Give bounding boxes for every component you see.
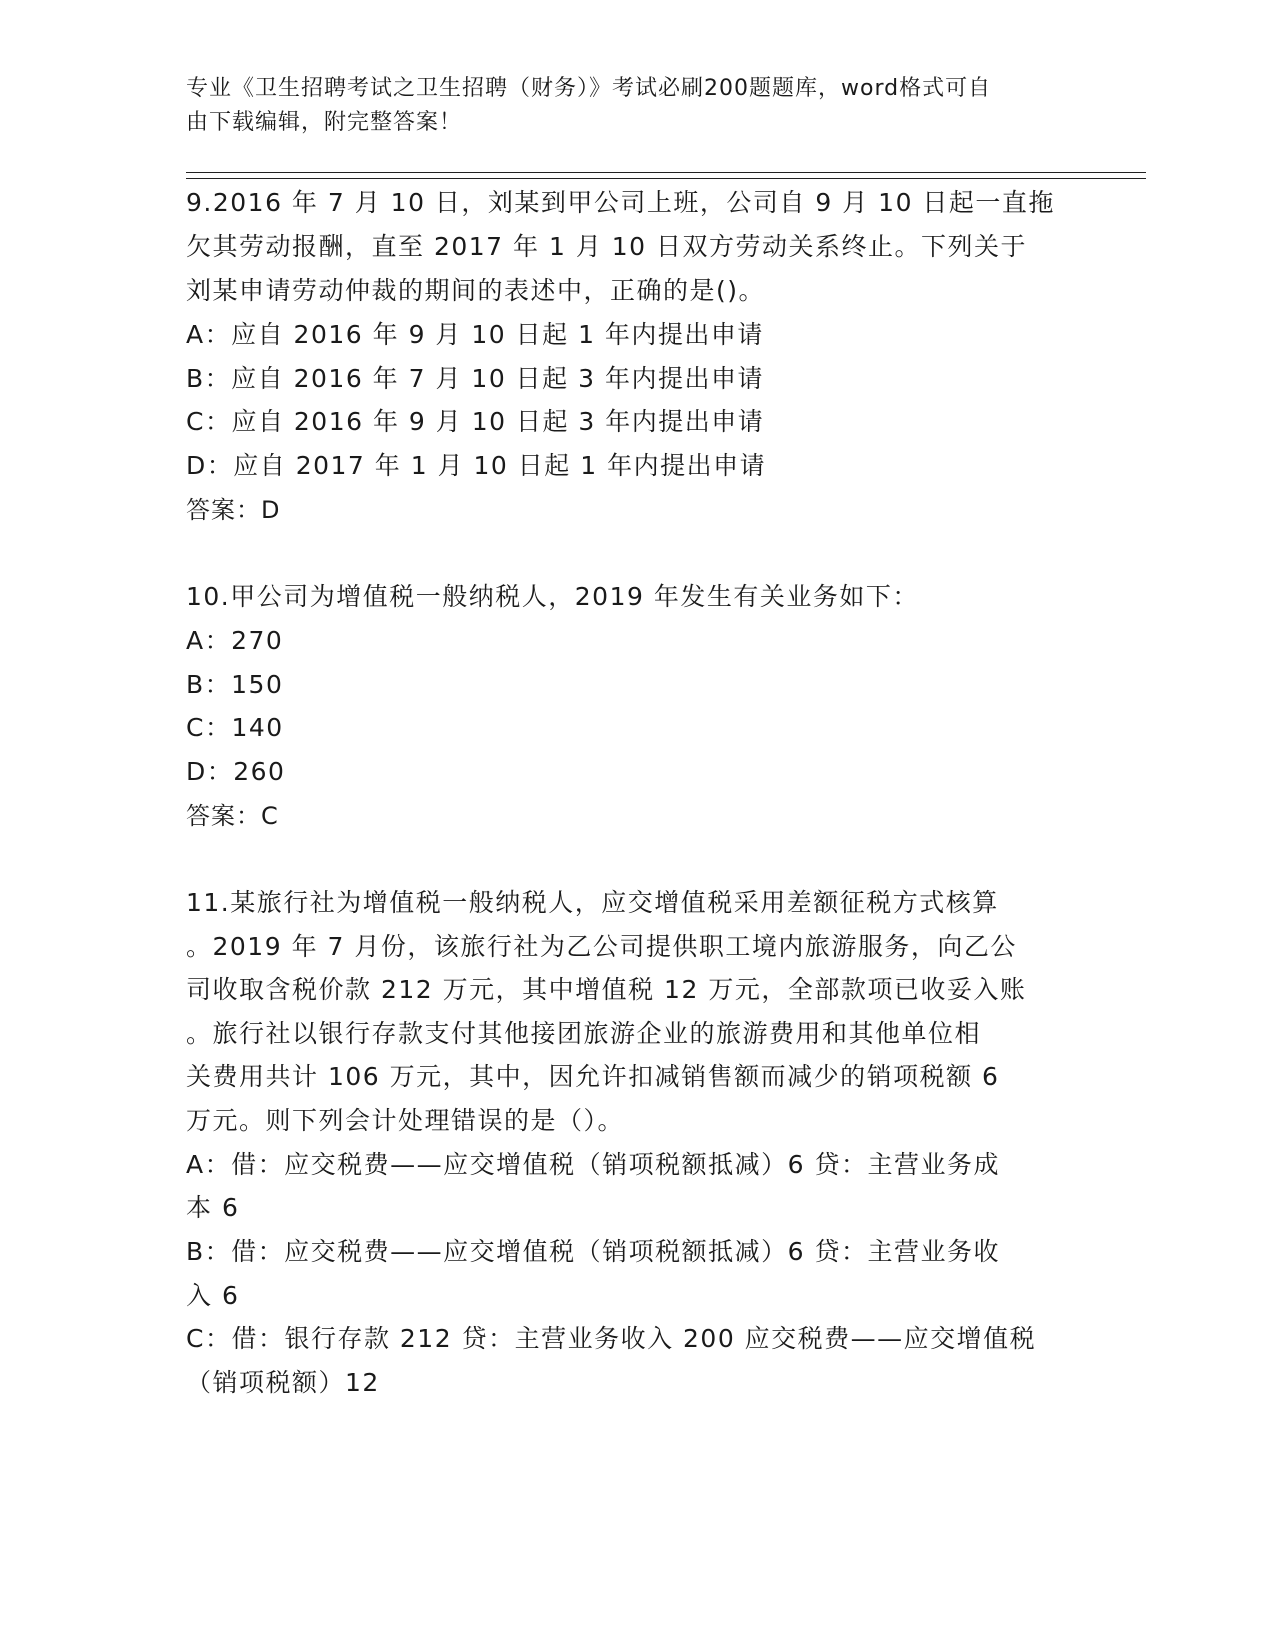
option-c-continued: （销项税额）12 [186,1368,380,1397]
question-stem-line: 关费用共计 106 万元，其中，因允许扣减销售额而减少的销项税额 6 [186,1062,1000,1091]
option-c: C：借：银行存款 212 贷：主营业务收入 200 应交税费——应交增值税 [186,1324,1037,1353]
question-stem-line: 10.甲公司为增值税一般纳税人，2019 年发生有关业务如下： [186,582,919,611]
question-stem-line: 司收取含税价款 212 万元，其中增值税 12 万元，全部款项已收妥入账 [186,975,1027,1004]
header-line-2: 由下载编辑，附完整答案！ [186,110,463,135]
option-b-continued: 入 6 [186,1281,240,1310]
question-stem-line: 11.某旅行社为增值税一般纳税人，应交增值税采用差额征税方式核算 [186,888,999,917]
option-a: A：270 [186,626,284,655]
question-stem-line: 欠其劳动报酬，直至 2017 年 1 月 10 日双方劳动关系终止。下列关于 [186,232,1028,261]
question-stem-line: 。2019 年 7 月份，该旅行社为乙公司提供职工境内旅游服务，向乙公 [186,932,1017,961]
option-b: B：借：应交税费——应交增值税（销项税额抵减）6 贷：主营业务收 [186,1237,1001,1266]
header-divider-top [186,172,1146,173]
question-stem-line: 刘某申请劳动仲裁的期间的表述中，正确的是()。 [186,276,766,305]
header-line-1: 专业《卫生招聘考试之卫生招聘（财务）》考试必刷200题题库，word格式可自 [186,76,992,101]
option-a: A：应自 2016 年 9 月 10 日起 1 年内提出申请 [186,320,764,349]
answer-line: 答案：D [186,496,281,524]
document-header [186,72,1066,140]
question-stem-line: 。旅行社以银行存款支付其他接团旅游企业的旅游费用和其他单位相 [186,1019,982,1048]
option-d: D：260 [186,757,286,786]
option-c: C：应自 2016 年 9 月 10 日起 3 年内提出申请 [186,407,765,436]
option-b: B：应自 2016 年 7 月 10 日起 3 年内提出申请 [186,364,764,393]
question-stem-line: 9.2016 年 7 月 10 日，刘某到甲公司上班，公司自 9 月 10 日起一直拖 [186,188,1055,217]
question-stem-line: 万元。则下列会计处理错误的是（）。 [186,1106,625,1135]
answer-line: 答案：C [186,802,279,830]
option-d: D：应自 2017 年 1 月 10 日起 1 年内提出申请 [186,451,767,480]
option-a-continued: 本 6 [186,1193,240,1222]
option-b: B：150 [186,670,284,699]
option-c: C：140 [186,713,284,742]
option-a: A：借：应交税费——应交增值税（销项税额抵减）6 贷：主营业务成 [186,1150,1000,1179]
header-divider-bottom [186,178,1146,179]
